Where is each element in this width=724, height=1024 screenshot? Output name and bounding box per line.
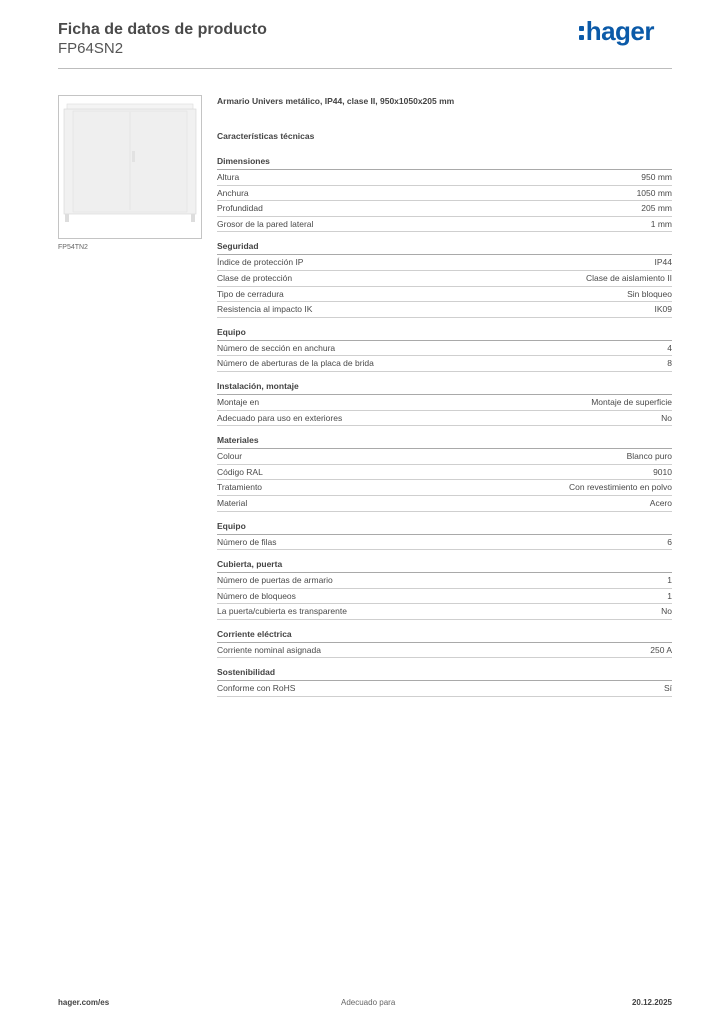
spec-row xyxy=(217,480,672,496)
hager-logo xyxy=(579,16,654,47)
cabinet-icon xyxy=(59,96,201,238)
product-image xyxy=(58,95,202,239)
spec-row xyxy=(217,341,672,357)
spec-value: 1050 mm xyxy=(636,187,672,198)
product-code: FP64SN2 xyxy=(58,40,124,57)
group-heading: Corriente eléctrica xyxy=(217,629,672,643)
spec-groups xyxy=(217,156,672,697)
spec-value: Con revestimiento en polvo xyxy=(568,482,672,493)
spec-row xyxy=(217,643,672,659)
spec-row xyxy=(217,589,672,605)
logo-wordmark: hager xyxy=(585,16,654,46)
spec-value: Sí xyxy=(663,683,672,694)
spec-value: 6 xyxy=(667,536,672,547)
spec-group xyxy=(217,629,672,659)
spec-label: Número de aberturas de la placa de brida xyxy=(217,358,374,369)
group-heading: Instalación, montaje xyxy=(217,381,672,395)
spec-label: Número de bloqueos xyxy=(217,590,296,601)
product-description: Armario Univers metálico, IP44, clase II, 950x1050x205 mm xyxy=(217,96,455,106)
spec-label: Tratamiento xyxy=(217,482,263,493)
spec-value: 950 mm xyxy=(641,172,672,182)
group-heading: Seguridad xyxy=(217,241,672,255)
spec-label: Clase de protección xyxy=(217,272,293,283)
spec-label: Número de filas xyxy=(217,536,277,547)
spec-value: 8 xyxy=(667,358,672,369)
spec-row xyxy=(217,465,672,481)
spec-row xyxy=(217,681,672,697)
spec-value: Sin bloqueo xyxy=(627,288,672,299)
spec-row xyxy=(217,170,672,186)
spec-label: Adecuado para uso en exteriores xyxy=(217,412,343,423)
spec-label: Conforme con RoHS xyxy=(217,683,296,694)
spec-value: 1 mm xyxy=(650,218,672,229)
spec-label: Corriente nominal asignada xyxy=(217,644,321,655)
spec-row xyxy=(217,573,672,589)
spec-value: Acero xyxy=(649,497,672,508)
spec-label: Material xyxy=(217,497,248,508)
image-caption: FP54TN2 xyxy=(58,244,88,251)
spec-value: Montaje de superficie xyxy=(591,396,672,407)
footer-note: Adecuado para xyxy=(341,998,396,1007)
spec-row xyxy=(217,255,672,271)
spec-label: Código RAL xyxy=(217,466,263,477)
spec-group xyxy=(217,559,672,620)
spec-label: La puerta/cubierta es transparente xyxy=(217,606,347,617)
spec-row xyxy=(217,535,672,551)
group-heading: Equipo xyxy=(217,521,672,535)
spec-row xyxy=(217,411,672,427)
spec-group xyxy=(217,435,672,511)
spec-row xyxy=(217,287,672,303)
spec-group xyxy=(217,381,672,426)
spec-label: Colour xyxy=(217,451,243,462)
spec-row xyxy=(217,496,672,512)
spec-group xyxy=(217,521,672,551)
header-divider xyxy=(58,68,672,69)
spec-value: 250 A xyxy=(650,644,672,655)
logo-dots-icon xyxy=(579,26,584,40)
spec-label: Anchura xyxy=(217,187,249,198)
spec-value: IP44 xyxy=(654,257,672,268)
spec-value: 9010 xyxy=(653,466,672,477)
spec-label: Tipo de cerradura xyxy=(217,288,284,299)
spec-value: Blanco puro xyxy=(626,451,672,462)
footer-date: 20.12.2025 xyxy=(631,998,672,1007)
spec-row xyxy=(217,356,672,372)
spec-label: Resistencia al impacto IK xyxy=(217,304,313,315)
spec-value: 1 xyxy=(667,575,672,586)
spec-value: 1 xyxy=(667,590,672,601)
spec-label: Profundidad xyxy=(217,203,263,214)
spec-value: Clase de aislamiento II xyxy=(586,272,672,283)
spec-row xyxy=(217,395,672,411)
spec-value: No xyxy=(661,412,672,423)
group-heading: Equipo xyxy=(217,327,672,341)
spec-value: IK09 xyxy=(654,304,672,315)
spec-label: Montaje en xyxy=(217,396,260,407)
spec-value: 4 xyxy=(667,342,672,353)
group-heading: Dimensiones xyxy=(217,156,672,170)
spec-group xyxy=(217,156,672,232)
spec-row xyxy=(217,449,672,465)
group-heading: Materiales xyxy=(217,435,672,449)
technical-heading: Características técnicas xyxy=(217,131,315,141)
spec-row xyxy=(217,604,672,620)
group-heading: Sostenibilidad xyxy=(217,667,672,681)
spec-label: Altura xyxy=(217,172,240,182)
spec-label: Número de puertas de armario xyxy=(217,575,333,586)
spec-row xyxy=(217,186,672,202)
group-heading: Cubierta, puerta xyxy=(217,559,672,573)
spec-label: Número de sección en anchura xyxy=(217,342,336,353)
footer-website: hager.com/es xyxy=(58,998,110,1007)
spec-row xyxy=(217,271,672,287)
spec-label: Índice de protección IP xyxy=(217,257,304,268)
spec-row xyxy=(217,302,672,318)
spec-group xyxy=(217,327,672,372)
spec-group xyxy=(217,241,672,317)
spec-label: Grosor de la pared lateral xyxy=(217,218,314,229)
spec-value: 205 mm xyxy=(641,203,672,214)
spec-row xyxy=(217,217,672,233)
page-title: Ficha de datos de producto xyxy=(58,21,267,38)
spec-value: No xyxy=(661,606,672,617)
spec-row xyxy=(217,201,672,217)
spec-content xyxy=(217,96,672,706)
spec-group xyxy=(217,667,672,697)
